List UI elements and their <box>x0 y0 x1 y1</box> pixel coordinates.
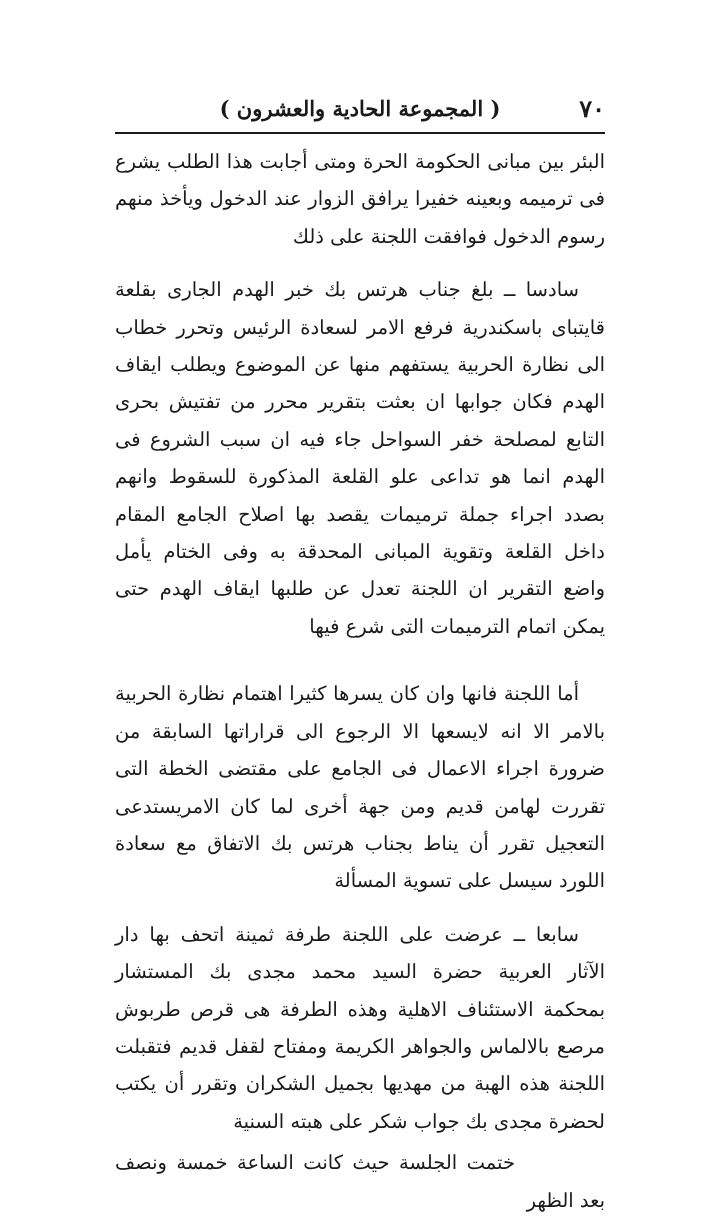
page-number: ٧٠ <box>579 94 605 123</box>
paragraph-sixth-item: سادسا ــ بلغ جناب هرتس بك خبر الهدم الجارى بقلعة قايتباى باسكندرية فرفع الامر لسعادة الرئيس وتحرر خطاب الى نظارة الحربية يستفهم منها عن الموضوع ويطلب ايقاف الهدم فكان جوابها ان بعثت بتقرير محرر من تفتيش بحرى التابع لمصلحة خفر السواحل جاء فيه ان سبب الشروع فى الهدم انما هو تداعى علو القلعة المذكورة للسقوط وانهم بصدد اجراء جملة ترميمات يقصد بها اصلاح الجامع المقام داخل القلعة وتقوية المبانى المحدقة به وفى الختام يأمل واضع التقرير ان اللجنة تعدل عن طلبها ايقاف الهدم حتى يمكن اتمام الترميمات التى شرع فيها <box>115 278 605 638</box>
body-text <box>115 143 605 1219</box>
paragraph-committee-decision: أما اللجنة فانها وان كان يسرها كثيرا اهتمام نظارة الحربية بالامر الا انه لايسعها الا الرجوع الى قراراتها السابقة من ضرورة اجراء الاعمال فى الجامع على مقتضى الخطة التى تقررت لهامن قديم ومن جهة أخرى لما كان الامريستدعى التعجيل تقرر أن يناط بجناب هرتس بك الاتفاق مع سعادة اللورد سيسل على تسوية المسألة <box>115 682 605 893</box>
paragraph-continuation: البئر بين مبانى الحكومة الحرة ومتى أجابت هذا الطلب يشرع فى ترميمه وبعينه خفيرا يرافق الزوار عند الدخول ويأخذ منهم رسوم الدخول فوافقت اللجنة على ذلك <box>115 150 605 248</box>
paragraph-seventh-item: سابعا ــ عرضت على اللجنة طرفة ثمينة اتحف بها دار الآثار العربية حضرة السيد محمد مجدى بك المستشار بمحكمة الاستئناف الاهلية وهذه الطرفة هى قرص طربوش مرصع بالالماس والجواهر الكريمة ومفتاح لقفل قديم فتقبلت اللجنة هذه الهبة من مهديها بجميل الشكران وتقرر أن يكتب لحضرة مجدى بك جواب شكر على هبته السنية <box>115 922 605 1133</box>
header-rule <box>115 132 605 134</box>
page-header <box>115 92 605 126</box>
paragraph-closing: ختمت الجلسة حيث كانت الساعة خمسة ونصف بعد الظهر <box>115 1151 605 1212</box>
running-title: ( المجموعة الحادية والعشرون ) <box>219 96 501 121</box>
